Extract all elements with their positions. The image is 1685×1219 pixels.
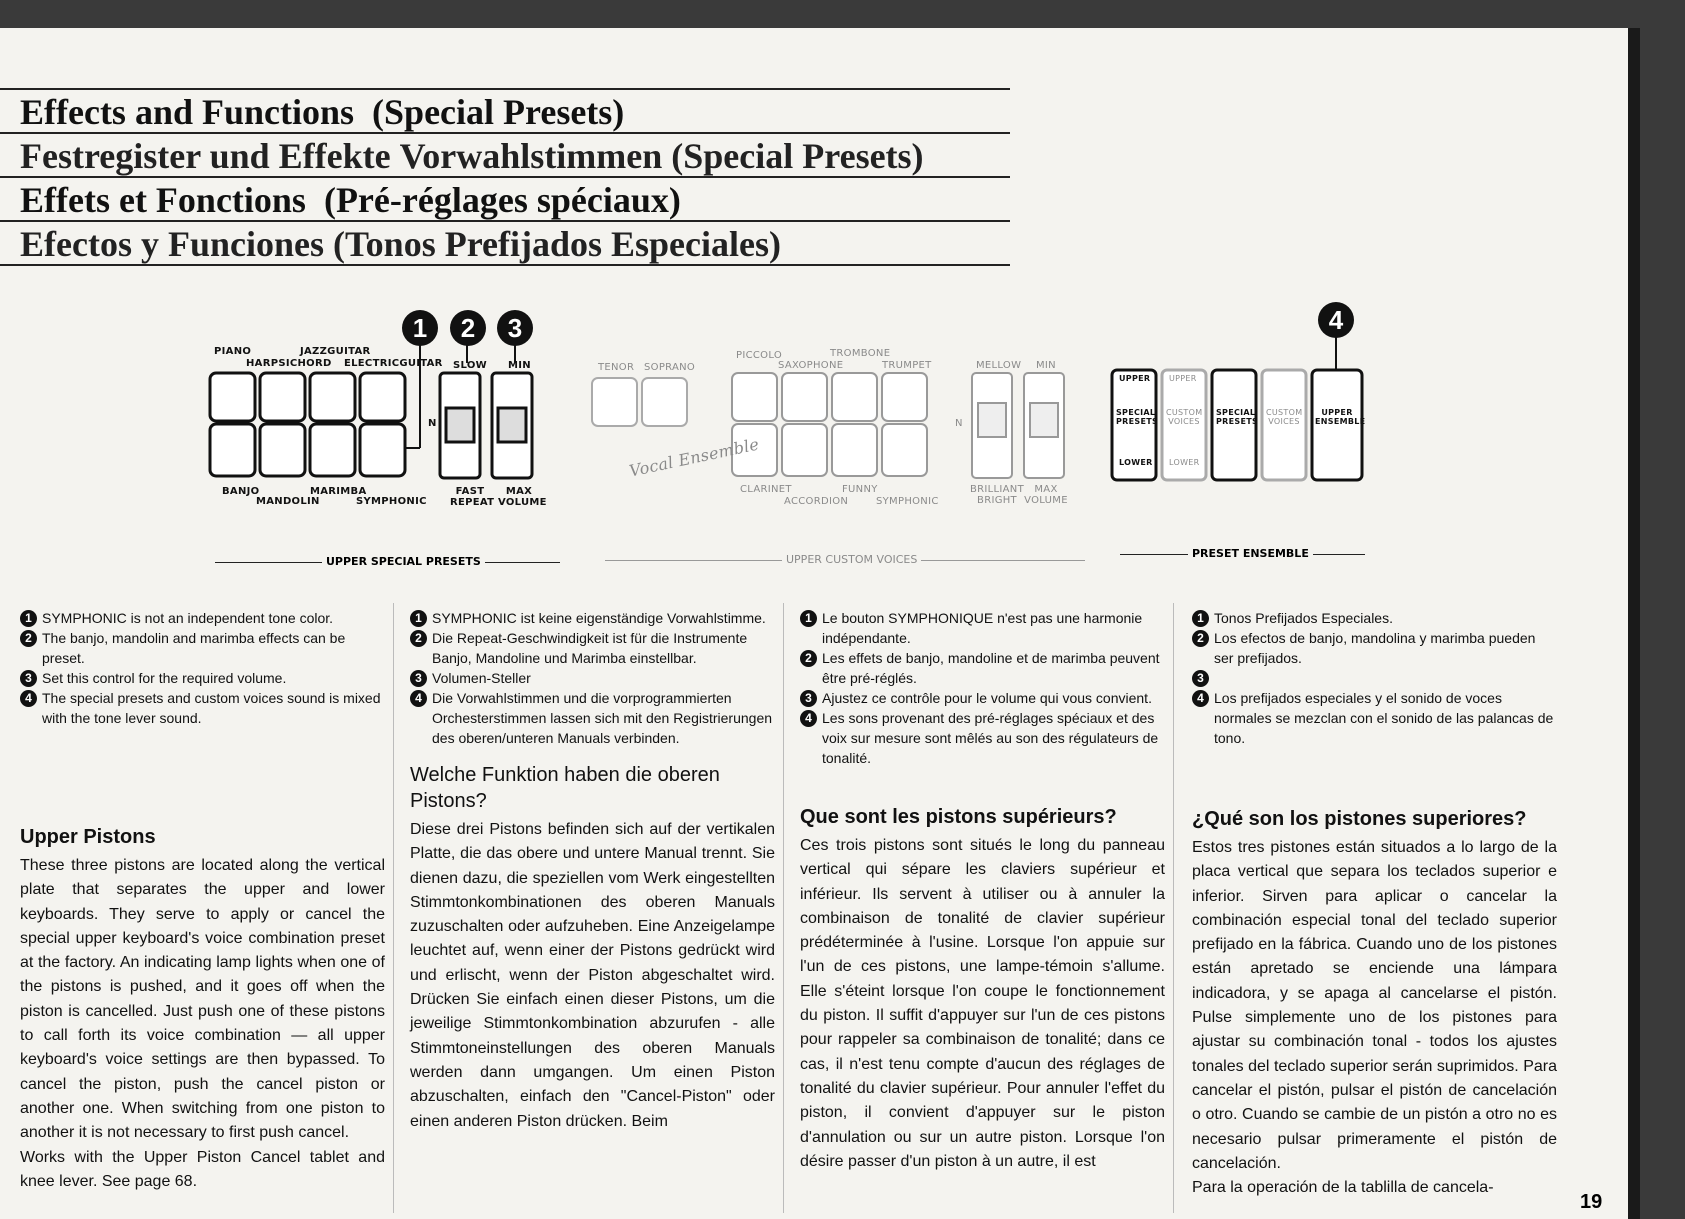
note-item [800, 608, 1165, 648]
note-item [410, 668, 775, 688]
callout-badge-3: 3 [497, 310, 533, 346]
note-text: Le bouton SYMPHONIQUE n'est pas une harmonie indépendante. [822, 610, 1143, 646]
ensemble-button-2-mid: CUSTOM VOICES [1166, 408, 1203, 426]
note-item [1192, 668, 1557, 688]
label-jazzguitar: JAZZGUITAR [300, 346, 371, 357]
ensemble-button-1-mid: SPECIAL PRESETS [1116, 408, 1159, 426]
notes-list [410, 608, 775, 748]
label-mellow: MELLOW [976, 360, 1022, 371]
callout-badge-4: 4 [1318, 302, 1354, 338]
note-text: SYMPHONIC is not an independent tone color. [42, 610, 334, 626]
label-mandolin: MANDOLIN [256, 496, 320, 507]
title-sub: (Pré-réglages spéciaux) [323, 180, 681, 220]
note-text: Los efectos de banjo, mandolina y marimba pueden ser prefijados. [1214, 630, 1536, 666]
title-main: Effets et Fonctions [20, 180, 306, 220]
ensemble-button-2-top: UPPER [1169, 374, 1197, 383]
note-text: Les sons provenant des pré-réglages spéciaux et des voix sur mesure sont mêlés au son des régulateurs de tonalité. [822, 710, 1159, 766]
vocal-ensemble-logo: Vocal Ensemble [627, 434, 761, 481]
preset-ensemble-label: PRESET ENSEMBLE [1188, 547, 1313, 560]
note-number-badge: 1 [800, 610, 817, 627]
label-symphonic: SYMPHONIC [356, 496, 427, 507]
column-divider [1173, 603, 1174, 1213]
section-heading: ¿Qué son los pistones superiores? [1192, 808, 1527, 830]
column-divider [783, 603, 784, 1213]
section-heading: Que sont les pistons supérieurs? [800, 806, 1117, 828]
note-item [410, 608, 775, 628]
label-soprano: SOPRANO [644, 362, 696, 373]
note-item [20, 668, 385, 688]
note-number-badge: 1 [1192, 610, 1209, 627]
ensemble-button-2-bottom: LOWER [1169, 458, 1200, 467]
ensemble-button-5-mid: UPPER ENSEMBLE [1315, 408, 1366, 426]
title-german [0, 132, 1010, 176]
label-marimba: MARIMBA [310, 486, 367, 497]
note-item [800, 708, 1165, 768]
label-saxophone: SAXOPHONE [778, 360, 844, 371]
note-text: Les effets de banjo, mandoline et de marimba peuvent être pré-réglés. [822, 650, 1160, 686]
body-paragraph-2: Para la operación de la tablilla de cancela- [1192, 1179, 1494, 1197]
label-symphonic-custom: SYMPHONIC [876, 496, 939, 507]
note-item [20, 628, 385, 668]
title-sub: (Tonos Prefijados Especiales) [332, 224, 781, 264]
note-text: Die Vorwahlstimmen und die vorprogrammierten Orchesterstimmen lassen sich mit den Registrierungen des oberen/unteren Manuals verbinden. [432, 690, 773, 746]
column-german [410, 608, 775, 1134]
note-text: The special presets and custom voices sound is mixed with the tone lever sound. [42, 690, 381, 726]
label-funny: FUNNY [842, 484, 878, 495]
note-text: Los prefijados especiales y el sonido de voces normales se mezclan con el sonido de las palancas de tono. [1214, 690, 1554, 746]
label-trumpet: TRUMPET [882, 360, 932, 371]
column-french [800, 608, 1165, 1174]
note-item [410, 628, 775, 668]
title-english [0, 88, 1010, 132]
label-min: MIN [508, 360, 531, 371]
title-sub: (Special Presets) [372, 92, 625, 132]
column-spanish [1192, 608, 1557, 1200]
note-number-badge: 4 [20, 690, 37, 707]
notes-list [20, 608, 385, 728]
note-text: SYMPHONIC ist keine eigenständige Vorwahlstimme. [432, 610, 766, 626]
note-item [20, 688, 385, 728]
body-paragraph: These three pistons are located along the vertical plate that separates the upper and lower keyboards. They serve to apply or cancel the special upper keyboard's voice combination preset at the factory. An indicating lamp lights when one of the pistons is pushed, and it goes off when the piston is cancelled. Just push one of these pistons to call forth its voice combination — all upper keyboard's voice settings are then bypassed. To cancel the piston, push the cancel piston or another one. When switching from one piston to another it is not necessary to first push cancel. [20, 857, 385, 1142]
note-number-badge: 2 [1192, 630, 1209, 647]
note-number-badge: 4 [410, 690, 427, 707]
note-number-badge: 4 [1192, 690, 1209, 707]
note-item [1192, 688, 1557, 748]
note-text: Volumen-Steller [432, 670, 531, 686]
note-item [800, 688, 1165, 708]
note-text: Ajustez ce contrôle pour le volume qui vous convient. [822, 690, 1152, 706]
callout-badge-1: 1 [402, 310, 438, 346]
label-banjo: BANJO [222, 486, 260, 497]
label-clarinet: CLARINET [740, 484, 792, 495]
note-number-badge: 4 [800, 710, 817, 727]
manual-page [0, 28, 1628, 1219]
body-paragraph: Estos tres pistones están situados a lo largo de la placa vertical que separa los teclados superior e inferior. Sirven para aplicar o cancelar la combinación especial tonal del teclado superior prefijado en la fábrica. Cuando uno de los pistones están apretado se enciende una lámpara indicadora, y se apaga al cancelarse el pistón. Pulse simplemente uno de los pistones para ajustar su combinación tonal - todos los ajustes tonales del teclado superior serán suprimidos. Para cancelar el pistón, pulsar el pistón de cancelación o otro. Cuando se cambie de un pistón a otro no es necesario pulsar primeramente el pistón de cancelación. [1192, 839, 1557, 1172]
note-item [800, 648, 1165, 688]
label-electricguitar: ELECTRICGUITAR [344, 358, 443, 369]
label-piccolo: PICCOLO [736, 350, 783, 361]
label-max-volume-custom: MAX VOLUME [1024, 484, 1068, 506]
note-text: Die Repeat-Geschwindigkeit ist für die Instrumente Banjo, Mandoline und Marimba einstellbar. [432, 630, 748, 666]
label-slow: SLOW [453, 360, 487, 371]
body-paragraph: Ces trois pistons sont situés le long du panneau vertical qui sépare les claviers supérieur et inférieur. Ils servent à utiliser ou à annuler la combinaison de tonalité de clavier supérieur prédéterminée à l'usine. Lorsque l'on appuie sur l'un de ces pistons, une lampe-témoin s'allume. Elle s'éteint lorsque l'on coupe le fonctionnement du piston. Il suffit d'appuyer sur l'un de ces pistons pour rappeler sa combinaison de tonalité; dans ce cas, il n'est tenu compte d'aucun des réglages de tonalité du clavier supérieur. Pour annuler l'effet du piston, il convient d'appuyer sur le piston d'annulation ou sur un autre piston. Lorsque l'on désire passer d'un piston à un autre, il est [800, 837, 1165, 1170]
ensemble-button-4-mid: CUSTOM VOICES [1266, 408, 1303, 426]
column-divider [393, 603, 394, 1213]
note-text: The banjo, mandolin and marimba effects can be preset. [42, 630, 346, 666]
page-number: 19 [1580, 1191, 1603, 1213]
note-number-badge: 3 [1192, 670, 1209, 687]
label-piano: PIANO [214, 346, 252, 357]
panel-illustration [0, 298, 1390, 578]
note-number-badge: 3 [800, 690, 817, 707]
note-number-badge: 3 [20, 670, 37, 687]
note-item [20, 608, 385, 628]
note-item [1192, 628, 1557, 668]
title-block [0, 88, 1010, 266]
label-accordion: ACCORDION [784, 496, 849, 507]
label-n-custom: N [955, 418, 963, 429]
title-main: Festregister und Effekte [20, 136, 391, 176]
title-main: Efectos y Funciones [20, 224, 324, 264]
body-paragraph-2: Works with the Upper Piston Cancel tablet and knee lever. See page 68. [20, 1148, 385, 1190]
upper-custom-voices-label: UPPER CUSTOM VOICES [782, 553, 921, 566]
label-trombone: TROMBONE [830, 348, 891, 359]
note-number-badge: 2 [800, 650, 817, 667]
note-text: Tonos Prefijados Especiales. [1214, 610, 1393, 626]
note-text: Set this control for the required volume. [42, 670, 287, 686]
label-brilliant-bright: BRILLIANT BRIGHT [970, 484, 1024, 506]
page-edge [1628, 28, 1640, 1219]
notes-list [800, 608, 1165, 768]
title-french [0, 176, 1010, 220]
note-number-badge: 1 [410, 610, 427, 627]
note-item [1192, 608, 1557, 628]
title-sub: Vorwahlstimmen (Special Presets) [399, 136, 924, 176]
body-paragraph: Diese drei Pistons befinden sich auf der vertikalen Platte, die das obere und untere Manual trennt. Sie dienen dazu, die speziellen vom Werk eingestellten Stimmtonkombinationen des oberen Manuals zuzuschalten oder aufzuheben. Eine Anzeigelampe leuchtet auf, wenn einer der Pistons gedrückt wird und erlischt, wenn der Piston abgeschaltet wird. Drücken Sie einfach einen dieser Pistons, um die jeweilige Stimmtonkombination abzurufen - alle Stimmtoneinstellungen des oberen Manuals werden dann umgangen. Um einen Piston abzuschalten, einfach den "Cancel-Piston" oder einen anderen Piston drücken. Beim [410, 821, 775, 1130]
upper-special-presets-label: UPPER SPECIAL PRESETS [322, 555, 485, 568]
ensemble-button-1-top: UPPER [1119, 374, 1151, 383]
label-tenor: TENOR [598, 362, 635, 373]
note-number-badge: 2 [410, 630, 427, 647]
label-harpsichord: HARPSICHORD [246, 358, 332, 369]
section-heading: Upper Pistons [20, 826, 156, 848]
title-spanish [0, 220, 1010, 266]
label-n: N [428, 418, 437, 429]
callout-badge-2: 2 [450, 310, 486, 346]
note-number-badge: 2 [20, 630, 37, 647]
ensemble-button-1-bottom: LOWER [1119, 458, 1153, 467]
note-number-badge: 3 [410, 670, 427, 687]
notes-list [1192, 608, 1557, 748]
label-fast-repeat: FAST REPEAT [450, 486, 495, 508]
column-english [20, 608, 385, 1194]
label-min-custom: MIN [1036, 360, 1056, 371]
section-heading: Welche Funktion haben die oberen Pistons? [410, 764, 720, 812]
ensemble-button-3-mid: SPECIAL PRESETS [1216, 408, 1259, 426]
note-number-badge: 1 [20, 610, 37, 627]
note-item [410, 688, 775, 748]
label-max-volume: MAX VOLUME [498, 486, 547, 508]
title-main: Effects and Functions [20, 92, 355, 132]
control-panel-diagram [0, 298, 1390, 578]
